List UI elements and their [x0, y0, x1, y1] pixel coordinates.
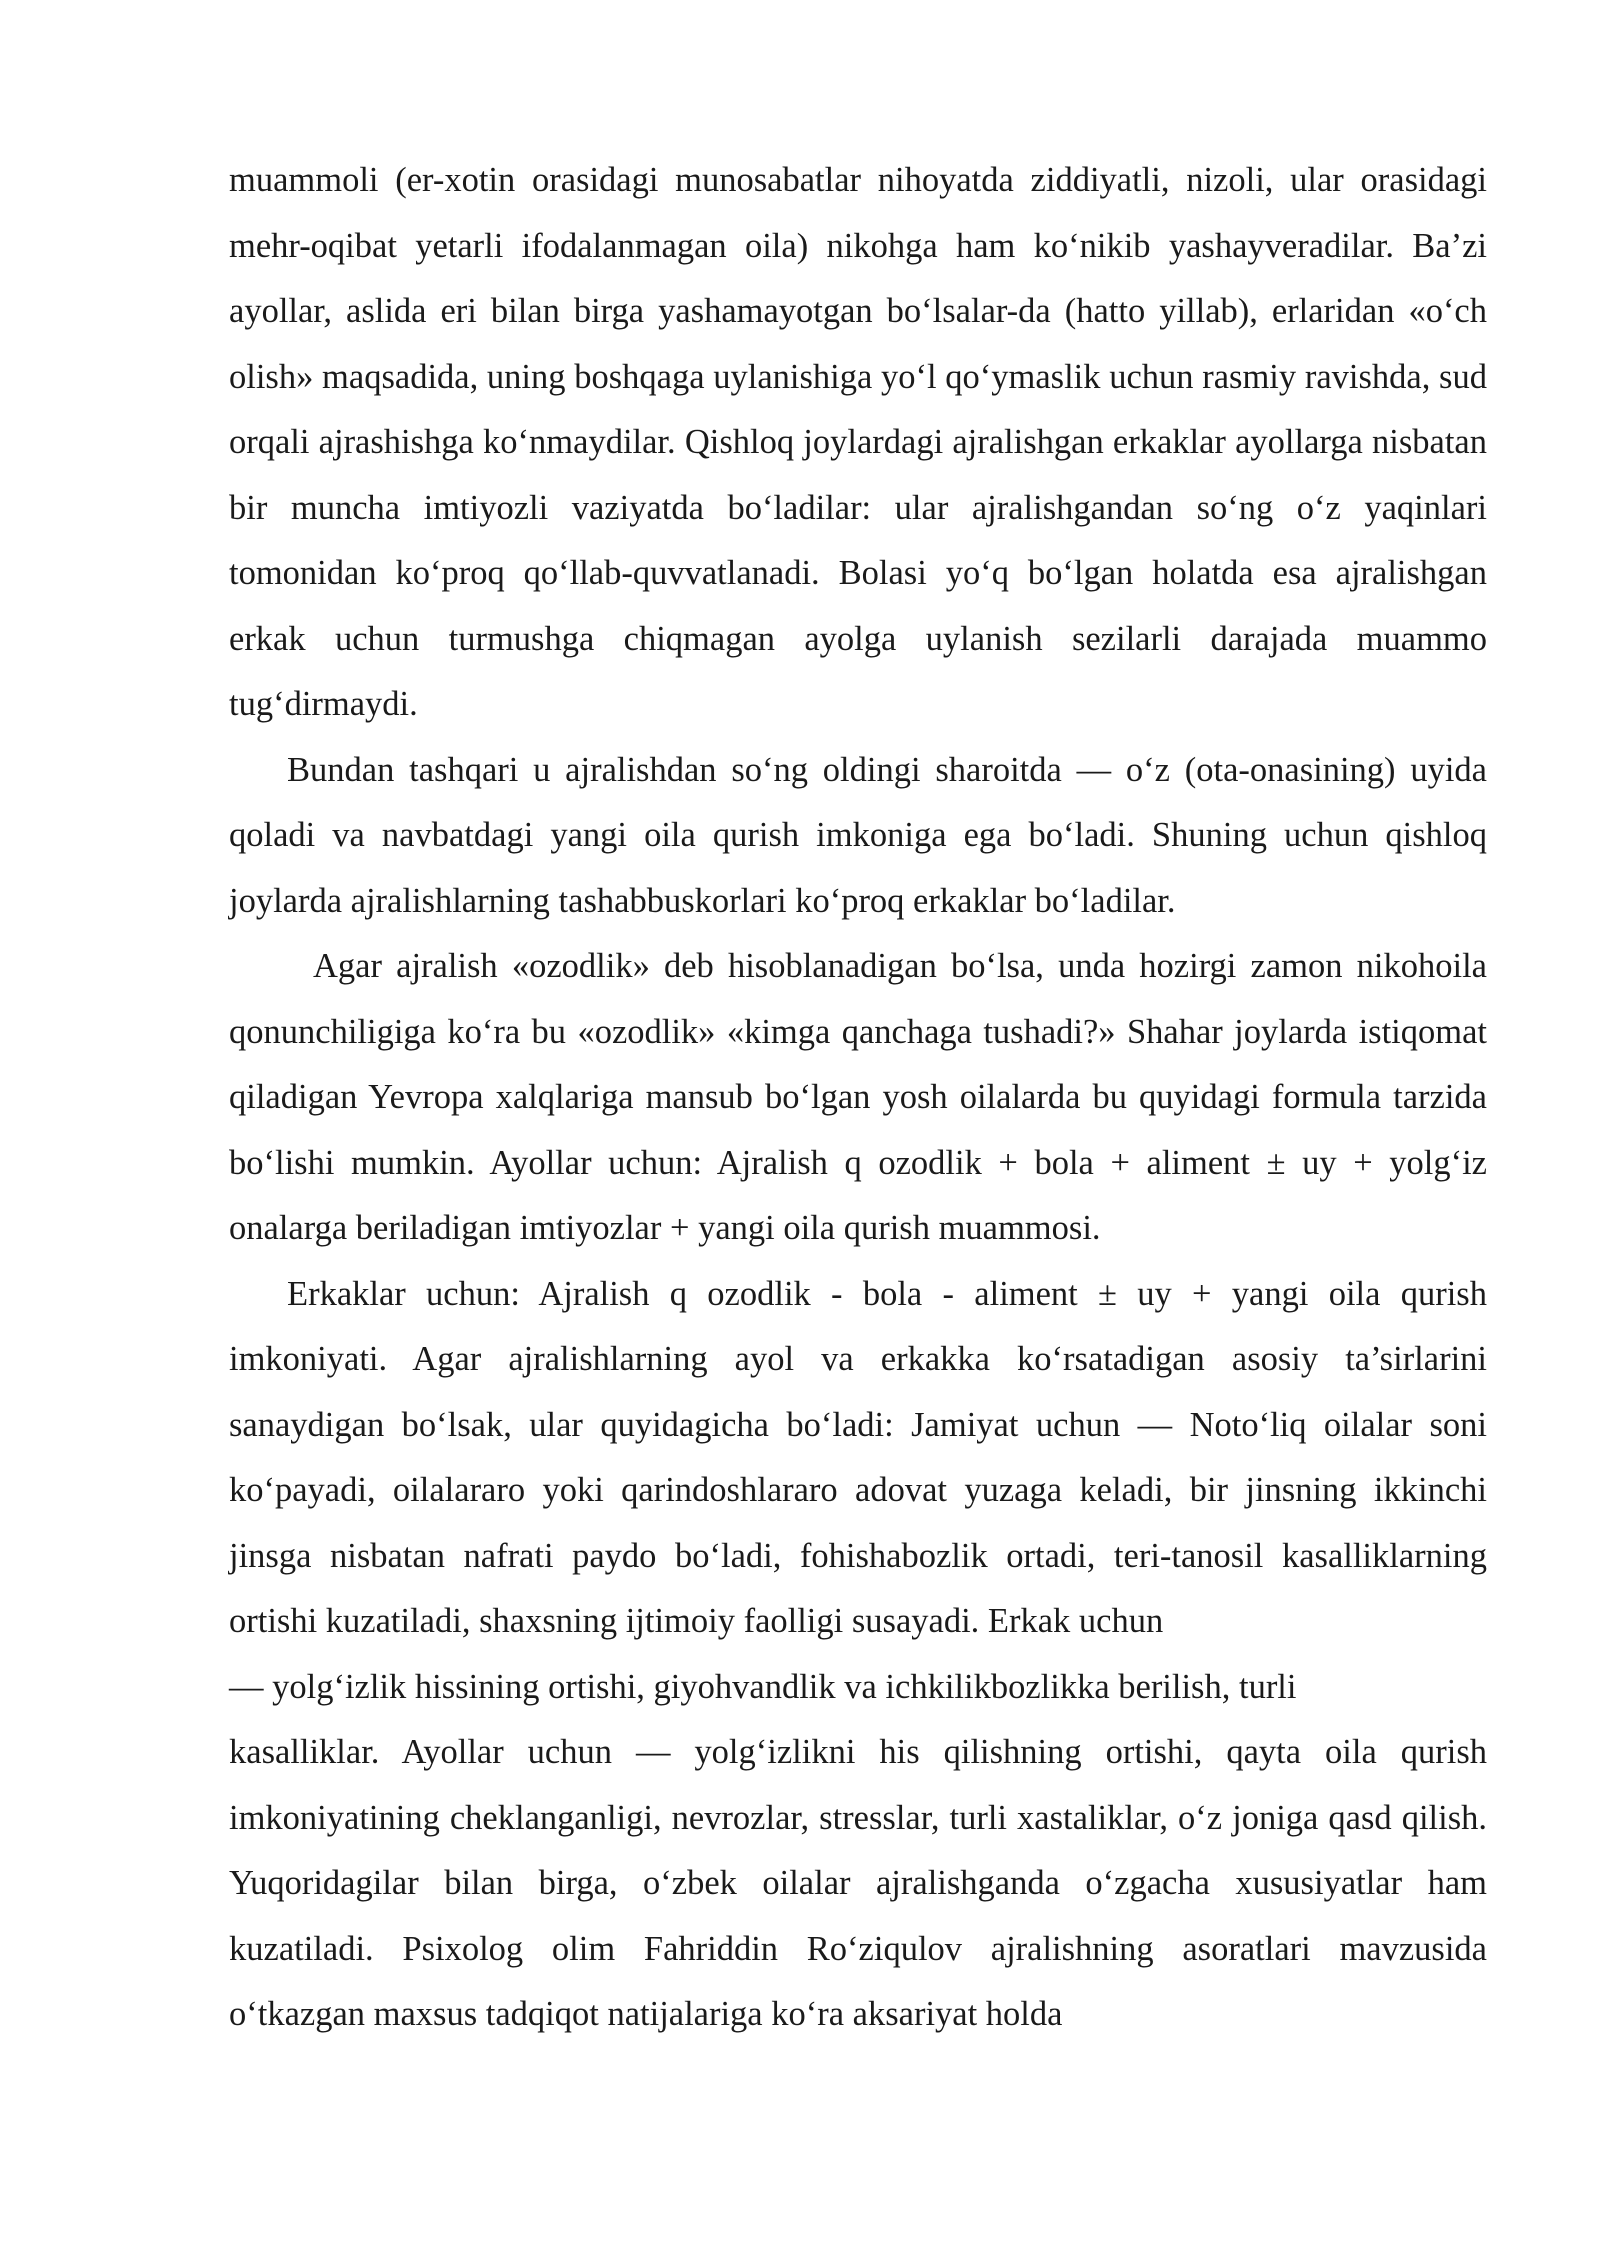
paragraph-3: Agar ajralish «ozodlik» deb hisoblanadigan bo‘lsa, unda hozirgi zamon nikohoila qonunchiligiga ko‘ra bu «ozodlik» «kimga qanchaga tushadi?» Shahar joylarda istiqomat qiladigan Yevropa xalqlariga mansub bo‘lgan yosh oilalarda bu quyidagi formula tarzida bo‘lishi mumkin. Ayollar uchun: Ajralish q ozodlik + bola + aliment ± uy + yolg‘iz onalarga beriladigan imtiyozlar + yangi oila qurish muammosi. — [229, 947, 1487, 1247]
paragraph-6: kasalliklar. Ayollar uchun — yolg‘izlikni his qilishning ortishi, qayta oila qurish imkoniyatining cheklanganligi, nevrozlar, stresslar, turli xastaliklar, o‘z joniga qasd qilish. Yuqoridagilar bilan birga, o‘zbek oilalar ajralishganda o‘zgacha xususiyatlar ham kuzatiladi. Psixolog olim Fahriddin Ro‘ziqulov ajralishning asoratlari mavzusida o‘tkazgan maxsus tadqiqot natijalariga ko‘ra aksariyat holda — [229, 1733, 1487, 2033]
paragraph-4: Erkaklar uchun: Ajralish q ozodlik - bola - aliment ± uy + yangi oila qurish imkoniyati. Agar ajralishlarning ayol va erkakka ko‘rsatadigan asosiy ta’sirlarini sanaydigan bo‘lsak, ular quyidagicha bo‘ladi: Jamiyat uchun — Noto‘liq oilalar soni ko‘payadi, oilalararo yoki qarindoshlararo adovat yuzaga keladi, bir jinsning ikkinchi jinsga nisbatan nafrati paydo bo‘ladi, fohishabozlik ortadi, teri-tanosil kasalliklarning ortishi kuzatiladi, shaxsning ijtimoiy faolligi susayadi. Erkak uchun — [229, 1274, 1487, 1640]
paragraph-2: Bundan tashqari u ajralishdan so‘ng oldingi sharoitda — o‘z (ota-onasining) uyida qoladi va navbatdagi yangi oila qurish imkoniga ega bo‘ladi. Shuning uchun qishloq joylarda ajralishlarning tashabbuskorlari ko‘proq erkaklar bo‘ladilar. — [229, 750, 1487, 920]
paragraph-5: — yolg‘izlik hissining ortishi, giyohvandlik va ichkilikbozlikka berilish, turli — [229, 1667, 1297, 1706]
document-body — [229, 148, 1487, 2048]
paragraph-1: muammoli (er-xotin orasidagi munosabatlar nihoyatda ziddiyatli, nizoli, ular orasidagi mehr-oqibat yetarli ifodalanmagan oila) nikohga ham ko‘nikib yashayveradilar. Ba’zi ayollar, aslida eri bilan birga yashamayotgan bo‘lsalar-da (hatto yillab), erlaridan «o‘ch olish» maqsadida, uning boshqaga uylanishiga yo‘l qo‘ymaslik uchun rasmiy ravishda, sud orqali ajrashishga ko‘nmaydilar. Qishloq joylardagi ajralishgan erkaklar ayollarga nisbatan bir muncha imtiyozli vaziyatda bo‘ladilar: ular ajralishgandan so‘ng o‘z yaqinlari tomonidan ko‘proq qo‘llab-quvvatlanadi. Bolasi yo‘q bo‘lgan holatda esa ajralishgan erkak uchun turmushga chiqmagan ayolga uylanish sezilarli darajada muammo tug‘dirmaydi. — [229, 161, 1487, 723]
